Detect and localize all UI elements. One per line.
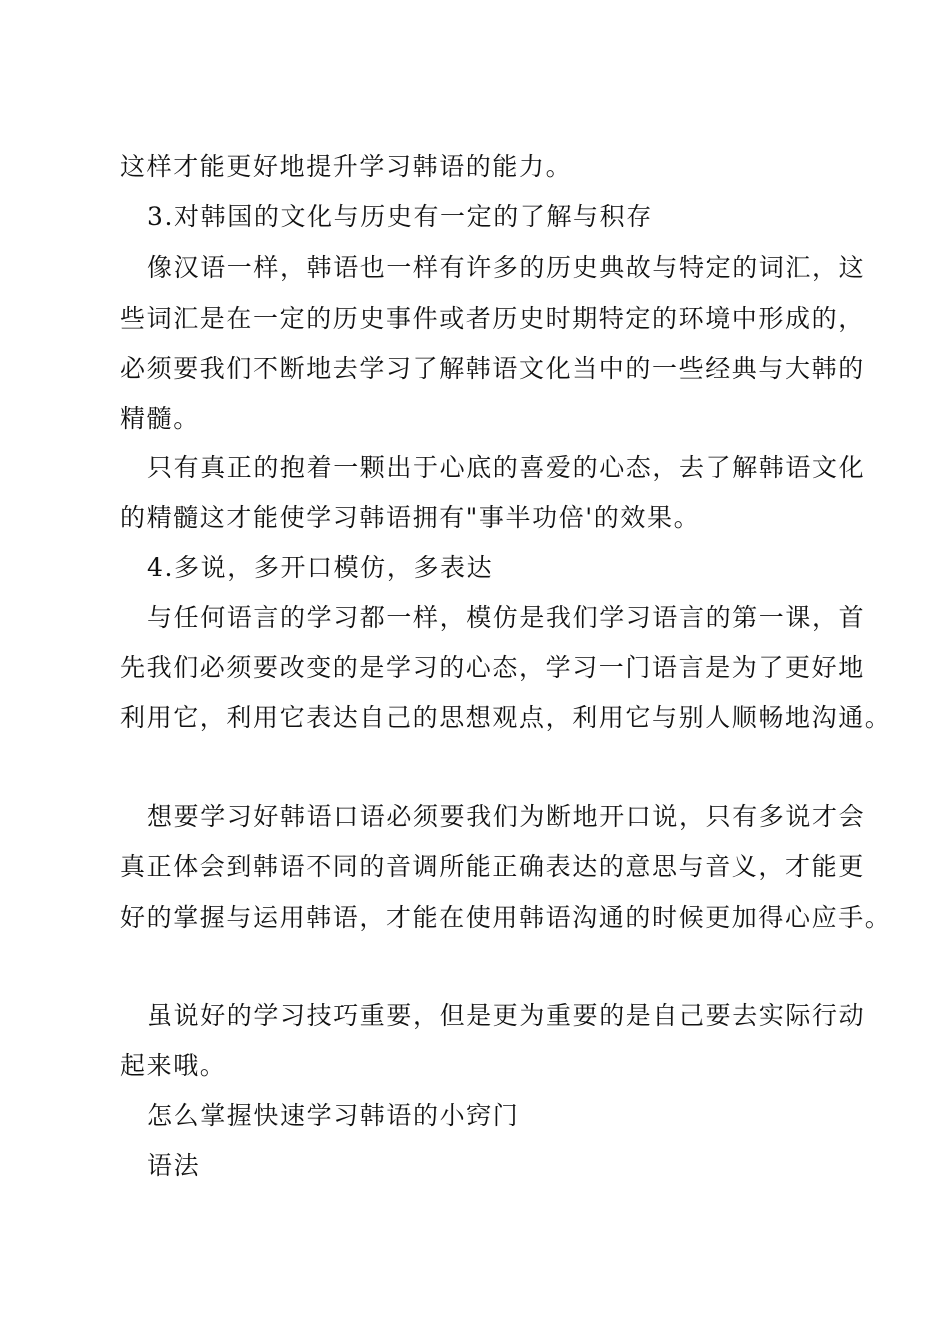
paragraph-line: 只有真正的抱着一颗出于心底的喜爱的心态，去了解韩语文化 bbox=[147, 453, 866, 482]
paragraph-line: 精髓。 bbox=[120, 404, 200, 433]
paragraph-line: 像汉语一样，韩语也一样有许多的历史典故与特定的词汇，这 bbox=[147, 253, 866, 282]
paragraph-line: 真正体会到韩语不同的音调所能正确表达的意思与音义，才能更 bbox=[120, 852, 865, 881]
paragraph-line: 虽说好的学习技巧重要，但是更为重要的是自己要去实际行动 bbox=[147, 1001, 866, 1030]
section-heading: 4.多说，多开口模仿，多表达 bbox=[147, 553, 494, 582]
paragraph-line: 与任何语言的学习都一样，模仿是我们学习语言的第一课，首 bbox=[147, 603, 866, 632]
section-heading: 怎么掌握快速学习韩语的小窍门 bbox=[147, 1101, 520, 1130]
paragraph-line: 些词汇是在一定的历史事件或者历史时期特定的环境中形成的， bbox=[120, 304, 865, 333]
paragraph-line: 好的掌握与运用韩语，才能在使用韩语沟通的时候更加得心应手。 bbox=[120, 903, 892, 932]
section-heading: 3.对韩国的文化与历史有一定的了解与积存 bbox=[147, 202, 653, 231]
paragraph-line: 起来哦。 bbox=[120, 1051, 227, 1080]
paragraph-line: 的精髓这才能使学习韩语拥有"事半功倍'的效果。 bbox=[120, 503, 701, 532]
section-heading: 语法 bbox=[147, 1151, 201, 1180]
paragraph-line: 先我们必须要改变的是学习的心态，学习一门语言是为了更好地 bbox=[120, 653, 865, 682]
paragraph-line: 想要学习好韩语口语必须要我们为断地开口说，只有多说才会 bbox=[147, 802, 866, 831]
paragraph-line: 必须要我们不断地去学习了解韩语文化当中的一些经典与大韩的 bbox=[120, 354, 865, 383]
body-text-line: 这样才能更好地提升学习韩语的能力。 bbox=[120, 152, 573, 181]
paragraph-line: 利用它，利用它表达自己的思想观点，利用它与别人顺畅地沟通。 bbox=[120, 703, 892, 732]
